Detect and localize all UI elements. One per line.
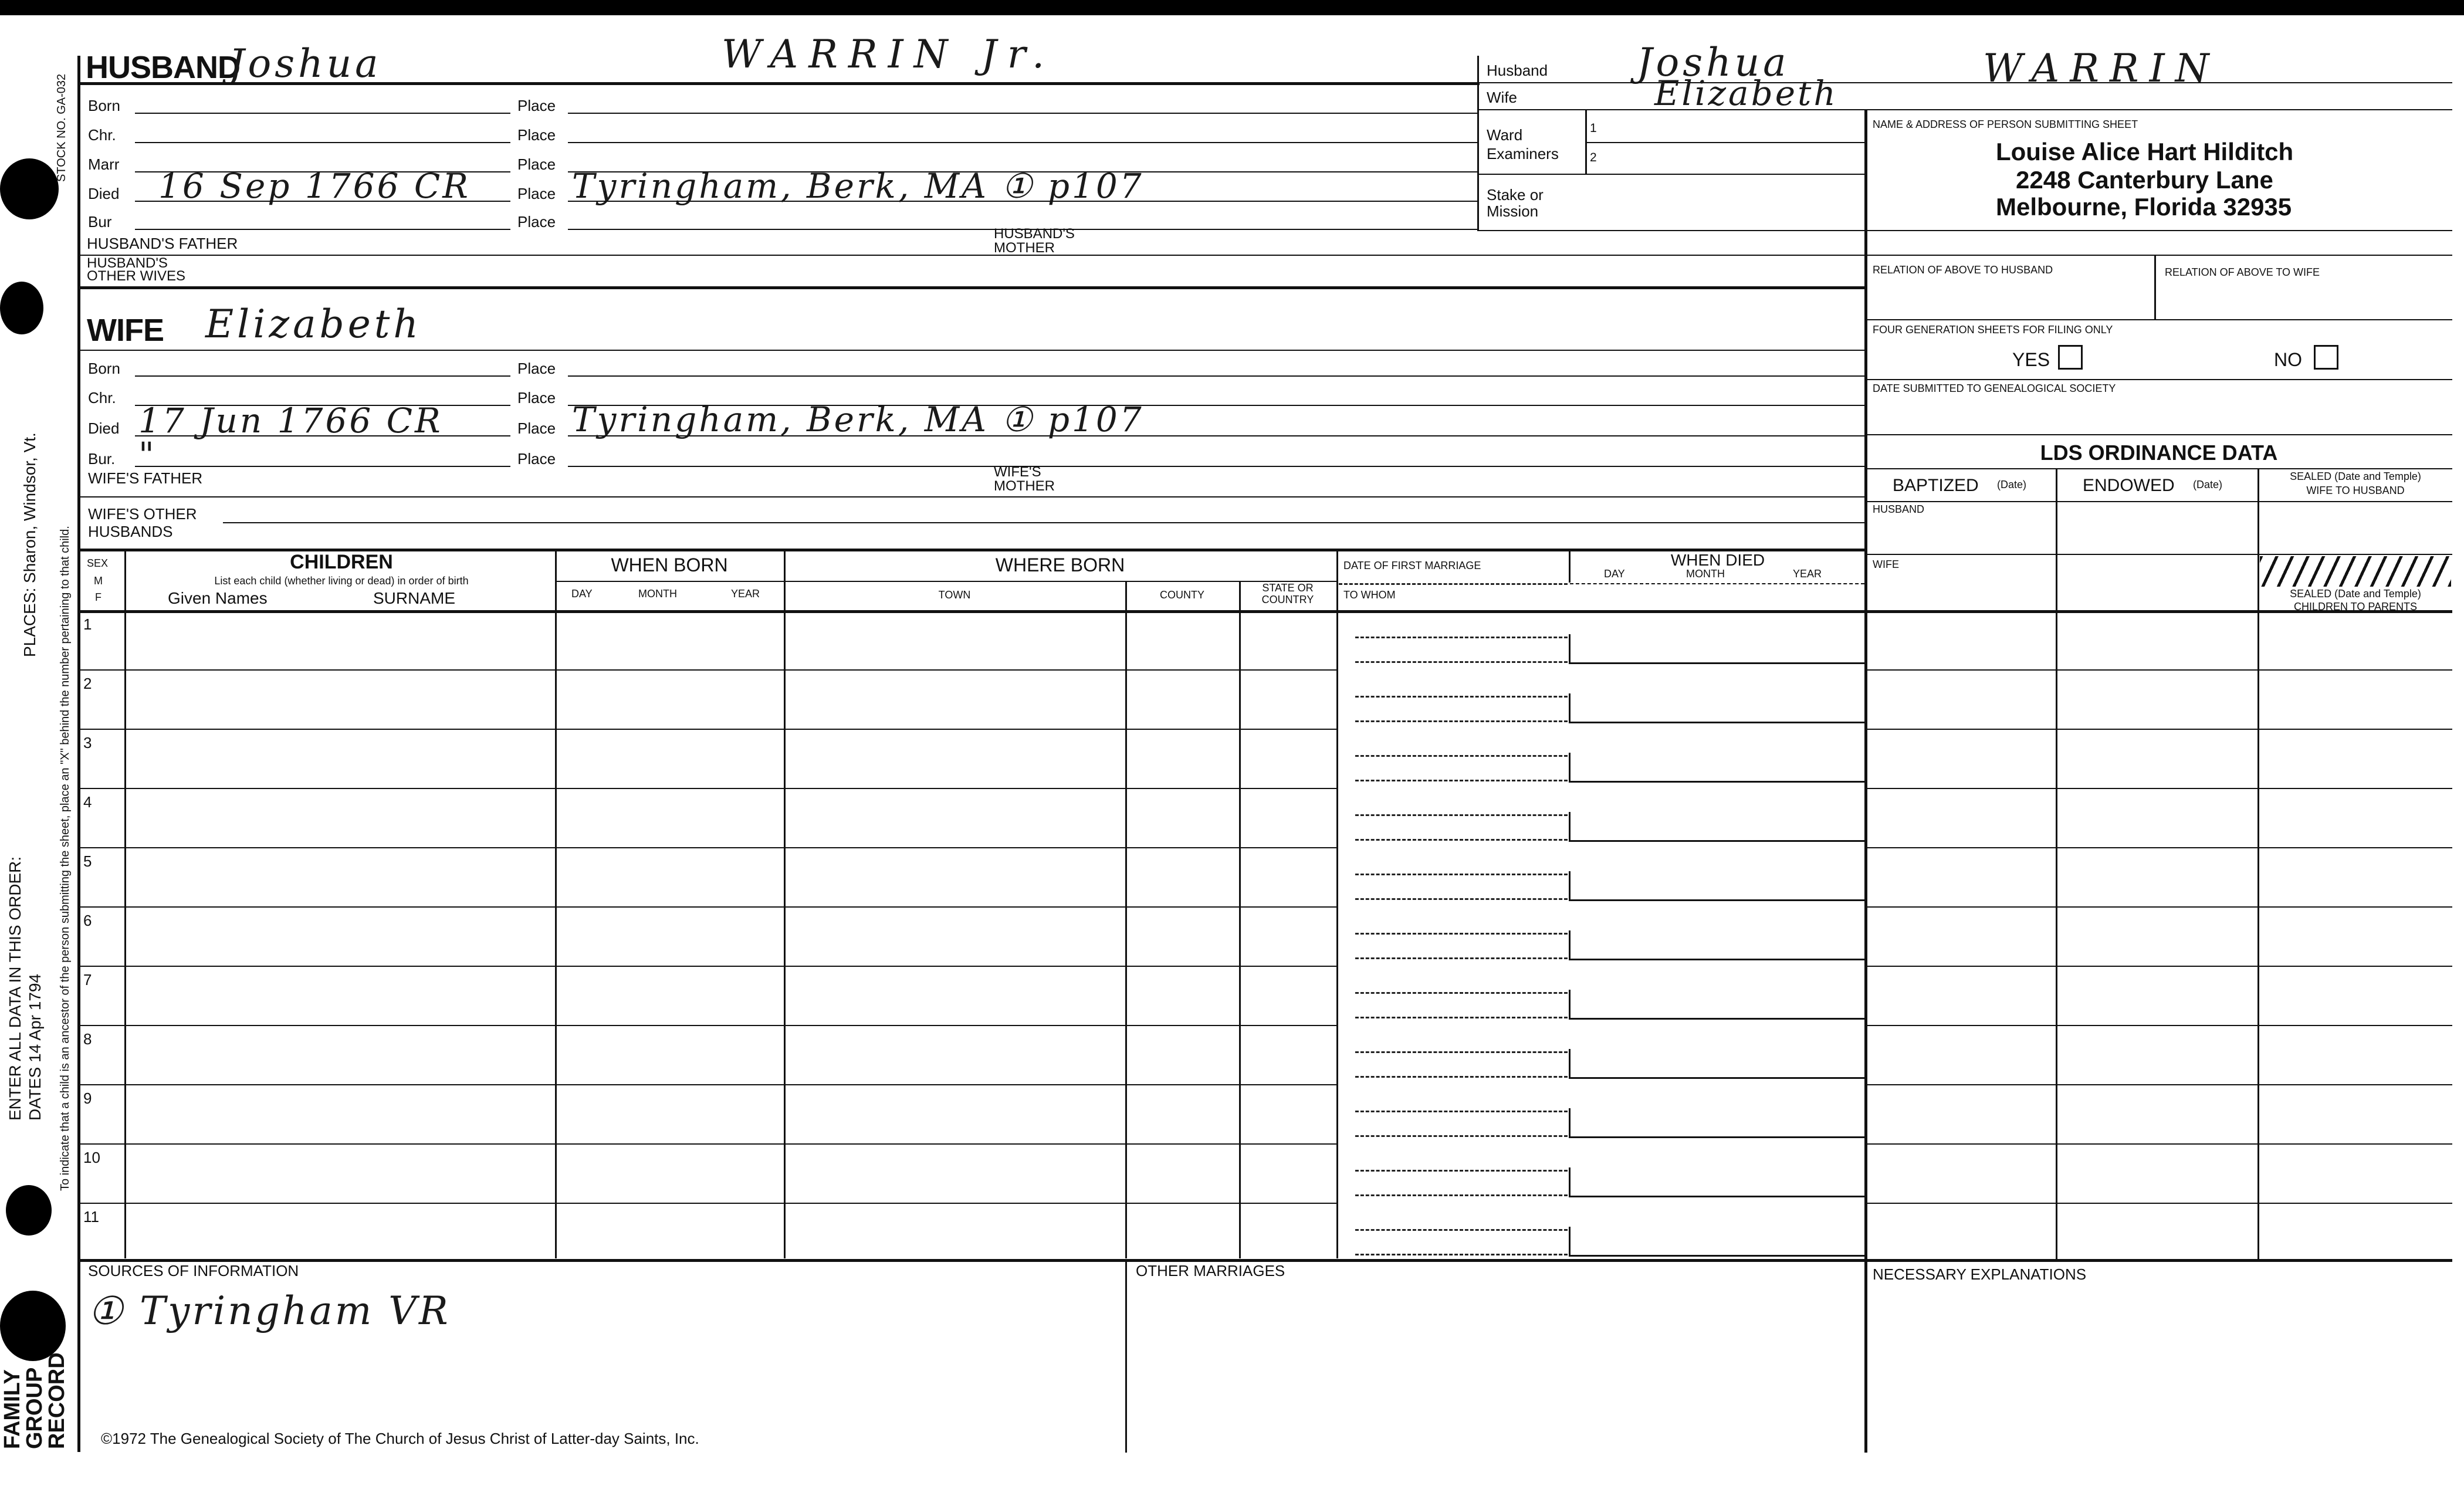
wife-other-husbands-label-1: WIFE'S OTHER: [88, 505, 197, 523]
footer-divider-1: [1125, 1259, 1127, 1453]
copyright: ©1972 The Genealogical Society of The Church of Jesus Christ of Latter-day Saints, Inc.: [101, 1430, 699, 1447]
lds-sealed-children-2: CHILDREN TO PARENTS: [2293, 601, 2418, 612]
necessary-explanations-label: NECESSARY EXPLANATIONS: [1873, 1265, 2087, 1283]
sources-label: SOURCES OF INFORMATION: [88, 1262, 299, 1280]
relation-wife-label: RELATION OF ABOVE TO WIFE: [2165, 266, 2320, 278]
lds-row-rule: [1866, 788, 2452, 789]
when-died-bracket: [1569, 1108, 1571, 1138]
wife-born-place-line: [568, 375, 1867, 377]
tr-ward-bottom-line: [1477, 174, 1867, 175]
tr-examiners-label: Examiners: [1487, 145, 1559, 163]
husband-marr-label: Marr: [88, 155, 120, 173]
first-marriage-dash: [1339, 583, 1568, 585]
marriage-date-dash: [1355, 637, 1568, 638]
husband-given-name: Joshua: [229, 41, 382, 86]
husband-born-place-label: Place: [517, 97, 556, 114]
date-submitted-bottom-line: [1866, 434, 2452, 435]
tr-ward-1: 1: [1590, 121, 1597, 135]
wife-given-name: Elizabeth: [205, 302, 422, 347]
to-whom-dash: [1355, 1017, 1568, 1018]
lds-header-line: [1866, 501, 2452, 502]
row-number: 1: [83, 615, 92, 633]
sidebar-indicate: To indicate that a child is an ancestor of the person submitting the sheet, place an "X" behind the number pertaining to that child.: [59, 526, 72, 1191]
wife-father-label: WIFE'S FATHER: [88, 469, 203, 487]
wife-other-husbands-line: [223, 522, 1867, 523]
child-row-rule: [77, 1143, 1336, 1145]
child-row-rule: [77, 1203, 1336, 1204]
lds-sealed-children-1: SEALED (Date and Temple): [2290, 588, 2421, 600]
when-died-bracket: [1569, 990, 1571, 1019]
four-gen-bottom-line: [1866, 379, 2452, 380]
col-town: TOWN: [938, 589, 971, 601]
children-header-dash: [1570, 583, 1864, 584]
sidebar-dates: DATES 14 Apr 1794: [26, 973, 44, 1121]
col-children-instruction: List each child (whether living or dead) in order of birth: [214, 575, 469, 587]
relation-husband-label: RELATION OF ABOVE TO HUSBAND: [1873, 264, 2053, 276]
husband-bur-line: [135, 229, 510, 230]
when-died-bracket: [1569, 1167, 1571, 1197]
husband-section-bottom: [77, 286, 1867, 289]
no-checkbox[interactable]: [2314, 345, 2338, 370]
husband-other-wives-label-1: HUSBAND'S: [87, 255, 168, 271]
lds-title-line: [1866, 468, 2452, 469]
lds-baptized-date: (Date): [1997, 479, 2027, 490]
child-row-rule: [77, 669, 1336, 671]
husband-bur-label: Bur: [88, 213, 112, 231]
sources-value: ① Tyringham VR: [88, 1288, 451, 1333]
to-whom-dash: [1355, 661, 1568, 663]
husband-chr-place-line: [568, 142, 1477, 143]
children-header-bottom: [77, 610, 2452, 613]
yes-label: YES: [2012, 349, 2050, 370]
col-state-1: STATE OR: [1262, 582, 1314, 594]
lds-col-2: [2257, 468, 2259, 1259]
when-died-line: [1569, 1255, 1866, 1257]
husband-surname: WARRIN Jr.: [722, 32, 1055, 77]
marriage-date-dash: [1355, 1170, 1568, 1172]
lds-row-rule: [1866, 1203, 2452, 1204]
lds-row-rule: [1866, 906, 2452, 908]
when-died-line: [1569, 781, 1866, 783]
row-number: 3: [83, 734, 92, 752]
col-sex-f: F: [95, 591, 101, 603]
row-number: 2: [83, 675, 92, 692]
when-died-line: [1569, 1077, 1866, 1079]
wife-father-line: [77, 496, 1867, 497]
submitter-box-line: [1866, 255, 2452, 256]
husband-died-date: 16 Sep 1766 CR: [158, 166, 471, 206]
lds-row-rule: [1866, 669, 2452, 671]
col-children-title: CHILDREN: [290, 551, 393, 573]
four-gen-label: FOUR GENERATION SHEETS FOR FILING ONLY: [1873, 324, 2113, 336]
sidebar-record: RECORD: [45, 1352, 69, 1449]
wife-heading: WIFE: [87, 313, 164, 348]
punch-hole: [0, 282, 43, 334]
lds-row-rule: [1866, 729, 2452, 730]
lds-hatched-cell: [2260, 556, 2451, 587]
wife-bur-mark: ": [138, 435, 157, 475]
relation-divider: [2154, 256, 2156, 319]
when-died-line: [1569, 1136, 1866, 1138]
tr-ward-label: Ward: [1487, 126, 1523, 144]
sidebar-family: FAMILY: [0, 1369, 25, 1449]
husband-chr-place-label: Place: [517, 126, 556, 144]
row-number: 5: [83, 852, 92, 870]
husband-died-place-line: [568, 201, 1477, 202]
no-label: NO: [2274, 349, 2302, 370]
wife-bur-line: [135, 466, 510, 467]
husband-mother-label-2: MOTHER: [994, 240, 1055, 256]
col-died-day: DAY: [1604, 568, 1625, 580]
husband-died-label: Died: [88, 185, 120, 202]
when-died-bracket: [1569, 812, 1571, 841]
marriage-date-dash: [1355, 1111, 1568, 1112]
husband-heading: HUSBAND: [86, 50, 240, 85]
wife-born-place-label: Place: [517, 360, 556, 377]
husband-underline: [77, 82, 1480, 85]
col-div-county: [1239, 581, 1241, 1258]
when-died-line: [1569, 662, 1866, 664]
when-died-line: [1569, 899, 1866, 901]
marriage-date-dash: [1355, 1051, 1568, 1053]
row-number: 6: [83, 912, 92, 929]
col-born-day: DAY: [571, 588, 593, 600]
husband-chr-line: [135, 142, 510, 143]
sidebar-enter-order: ENTER ALL DATA IN THIS ORDER:: [6, 856, 24, 1121]
tr-ward-2: 2: [1590, 151, 1597, 164]
lds-husband-label: HUSBAND: [1873, 503, 1925, 515]
tr-stake-bottom-line: [1477, 230, 1867, 231]
col-to-whom: TO WHOM: [1343, 589, 1396, 601]
wife-bur-place-label: Place: [517, 450, 556, 468]
child-row-rule: [77, 966, 1336, 967]
stock-number: STOCK NO. GA-032: [55, 73, 68, 182]
husband-marr-place-label: Place: [517, 155, 556, 173]
submitter-city: Melbourne, Florida 32935: [1996, 193, 2292, 221]
sidebar-group: GROUP: [22, 1367, 47, 1449]
submitter-street: 2248 Canterbury Lane: [2016, 166, 2273, 194]
col-born-month: MONTH: [638, 588, 677, 600]
husband-died-place-label: Place: [517, 185, 556, 202]
husband-chr-label: Chr.: [88, 126, 116, 144]
when-died-bracket: [1569, 753, 1571, 782]
tr-wife-label: Wife: [1487, 89, 1517, 106]
row-number: 8: [83, 1030, 92, 1048]
row-number: 10: [83, 1149, 100, 1166]
to-whom-dash: [1355, 1135, 1568, 1137]
marriage-date-dash: [1355, 814, 1568, 816]
relation-bottom-line: [1866, 319, 2452, 320]
lds-husband-line: [1866, 554, 2452, 555]
husband-born-place-line: [568, 113, 1477, 114]
to-whom-dash: [1355, 780, 1568, 781]
when-died-line: [1569, 722, 1866, 723]
lds-sealed-wife-2: WIFE TO HUSBAND: [2306, 485, 2405, 496]
marriage-date-dash: [1355, 755, 1568, 757]
lds-row-rule: [1866, 1084, 2452, 1085]
col-state-2: COUNTRY: [1261, 594, 1314, 605]
wife-born-line: [135, 375, 510, 377]
wife-born-label: Born: [88, 360, 120, 377]
lds-col-1: [2056, 468, 2057, 1259]
child-row-rule: [77, 1084, 1336, 1085]
tr-stake-label-1: Stake or: [1487, 186, 1544, 204]
punch-hole: [6, 1185, 52, 1236]
husband-bur-place-label: Place: [517, 213, 556, 231]
to-whom-dash: [1355, 720, 1568, 722]
submitter-bottom-line: [1866, 230, 2452, 231]
col-when-died: WHEN DIED: [1670, 551, 1765, 569]
to-whom-dash: [1355, 898, 1568, 900]
child-row-rule: [77, 847, 1336, 848]
wife-died-line: [135, 435, 510, 436]
col-when-born: WHEN BORN: [611, 554, 728, 576]
husband-other-wives-label-2: OTHER WIVES: [87, 268, 186, 284]
wife-underline: [77, 350, 1867, 351]
col-div-when-born: [784, 549, 786, 1258]
lds-row-rule: [1866, 1143, 2452, 1145]
husband-died-place: Tyringham, Berk, MA ① p107: [572, 166, 1144, 206]
submitter-name: Louise Alice Hart Hilditch: [1996, 138, 2294, 165]
col-div-town: [1125, 581, 1127, 1258]
tr-wife-given: Elizabeth: [1654, 73, 1838, 113]
col-div-sex: [124, 549, 126, 1258]
submitter-label: NAME & ADDRESS OF PERSON SUBMITTING SHEET: [1873, 119, 2138, 130]
lds-row-rule: [1866, 847, 2452, 848]
when-died-bracket: [1569, 634, 1571, 664]
child-row-rule: [77, 1025, 1336, 1026]
col-county: COUNTY: [1160, 589, 1204, 601]
lds-endowed: ENDOWED: [2083, 476, 2175, 495]
lds-wife-label: WIFE: [1873, 559, 1899, 570]
lds-row-rule: [1866, 1025, 2452, 1026]
to-whom-dash: [1355, 1254, 1568, 1255]
child-row-rule: [77, 906, 1336, 908]
date-submitted-label: DATE SUBMITTED TO GENEALOGICAL SOCIETY: [1873, 383, 2116, 394]
to-whom-dash: [1355, 957, 1568, 959]
col-sex: SEX: [87, 557, 109, 569]
yes-checkbox[interactable]: [2058, 345, 2083, 370]
col-died-month: MONTH: [1686, 568, 1725, 580]
lds-baptized: BAPTIZED: [1893, 476, 1979, 495]
wife-other-husbands-label-2: HUSBANDS: [88, 523, 173, 540]
wife-chr-place-label: Place: [517, 389, 556, 407]
husband-father-label: HUSBAND'S FATHER: [87, 235, 238, 252]
tr-wife-line: [1477, 109, 2452, 110]
marriage-date-dash: [1355, 1229, 1568, 1231]
child-row-rule: [77, 788, 1336, 789]
row-number: 9: [83, 1089, 92, 1107]
col-surname: SURNAME: [373, 589, 456, 607]
form-left-border: [77, 56, 80, 1452]
tr-husband-given: Joshua: [1637, 40, 1790, 85]
wife-chr-label: Chr.: [88, 389, 116, 407]
when-died-bracket: [1569, 871, 1571, 901]
tr-husband-line: [1477, 82, 2452, 83]
punch-hole: [0, 1291, 66, 1361]
col-died-year: YEAR: [1793, 568, 1822, 580]
tr-husband-label: Husband: [1487, 62, 1548, 79]
when-died-bracket: [1569, 693, 1571, 723]
when-died-line: [1569, 840, 1866, 842]
row-number: 11: [83, 1208, 99, 1226]
tr-husband-surname: WARRIN: [1983, 46, 2220, 91]
lds-endowed-date: (Date): [2193, 479, 2223, 490]
tr-ward-mid-line: [1585, 142, 1864, 143]
husband-mother-label-1: HUSBAND'S: [994, 226, 1075, 242]
lds-sealed-wife-1: SEALED (Date and Temple): [2290, 471, 2421, 482]
when-died-line: [1569, 1196, 1866, 1197]
col-first-marriage: DATE OF FIRST MARRIAGE: [1343, 560, 1481, 571]
when-died-bracket: [1569, 1227, 1571, 1256]
col-div-where-born: [1336, 549, 1338, 1258]
tr-stake-label-2: Mission: [1487, 202, 1539, 220]
when-died-line: [1569, 959, 1866, 960]
wife-mother-label-1: WIFE'S: [994, 464, 1041, 480]
punch-hole: [0, 158, 59, 219]
when-died-line: [1569, 1018, 1866, 1020]
husband-born-line: [135, 113, 510, 114]
row-number: 7: [83, 971, 92, 989]
wife-died-label: Died: [88, 419, 120, 437]
wife-died-place-label: Place: [517, 419, 556, 437]
wife-died-place: Tyringham, Berk, MA ① p107: [572, 400, 1144, 439]
wife-died-date: 17 Jun 1766 CR: [138, 401, 443, 441]
marriage-date-dash: [1355, 696, 1568, 698]
wife-died-place-line: [568, 435, 1867, 436]
lds-row-rule: [1866, 966, 2452, 967]
col-where-born: WHERE BORN: [995, 554, 1125, 576]
col-born-year: YEAR: [731, 588, 760, 600]
col-div-children: [555, 549, 557, 1258]
top-edge-band: [0, 0, 2464, 15]
to-whom-dash: [1355, 1194, 1568, 1196]
other-marriages-label: OTHER MARRIAGES: [1136, 1262, 1285, 1280]
when-born-subline: [555, 581, 784, 582]
husband-born-label: Born: [88, 97, 120, 114]
marriage-date-dash: [1355, 992, 1568, 994]
lds-title: LDS ORDINANCE DATA: [2040, 441, 2278, 465]
child-row-rule: [77, 729, 1336, 730]
when-died-bracket: [1569, 930, 1571, 960]
sidebar-places: PLACES: Sharon, Windsor, Vt.: [21, 432, 39, 657]
row-number: 4: [83, 793, 92, 811]
col-sex-m: M: [94, 575, 103, 587]
wife-bur-place-line: [568, 466, 1867, 467]
to-whom-dash: [1355, 1076, 1568, 1078]
to-whom-dash: [1355, 839, 1568, 841]
wife-bur-label: Bur.: [88, 450, 116, 468]
husband-father-line: [77, 255, 1867, 256]
wife-mother-label-2: MOTHER: [994, 478, 1055, 494]
col-given-names: Given Names: [168, 589, 268, 607]
marriage-date-dash: [1355, 874, 1568, 875]
husband-died-line: [135, 201, 510, 202]
marriage-date-dash: [1355, 933, 1568, 935]
when-died-bracket: [1569, 1049, 1571, 1078]
